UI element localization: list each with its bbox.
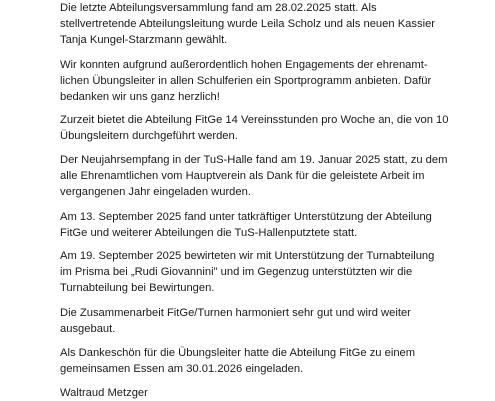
text-line: gemeinsamen Essen am 30.01.2026 eingeladen. bbox=[60, 363, 304, 375]
text-line: Zurzeit bietet die Abteilung FitGe 14 Vereinsstunden pro Woche an, die von 10 bbox=[60, 114, 449, 126]
text-line: Am 13. September 2025 fand unter tatkräftiger Unterstützung der Abteilung bbox=[60, 211, 432, 223]
paragraph-zusammenarbeit bbox=[60, 305, 480, 337]
text-line: Die Zusammenarbeit FitGe/Turnen harmoniert sehr gut und wird weiter bbox=[60, 307, 411, 319]
text-line: im Prisma bei „Rudi Giovannini" und im Gegenzug unterstützten wir die bbox=[60, 266, 413, 278]
paragraph-dankeschoen bbox=[60, 345, 480, 377]
text-line: lichen Übungsleiter in allen Schulferien ein Sportprogramm anbieten. Dafür bbox=[60, 75, 432, 87]
text-line: Wir konnten aufgrund außerordentlich hohen Engagements der ehrenamt- bbox=[60, 59, 428, 71]
paragraph-versammlung bbox=[60, 0, 480, 48]
text-line: alle Ehrenamtlichen vom Hauptverein als Dank für die geleistete Arbeit im bbox=[60, 170, 425, 182]
paragraph-bewirtung bbox=[60, 248, 480, 296]
text-line: bedanken wir uns ganz herzlich! bbox=[60, 91, 220, 103]
signature-name bbox=[60, 385, 480, 401]
text-line: Turnabteilung bei Bewirtungen. bbox=[60, 282, 215, 294]
text-line: Tanja Kungel-Starzmann gewählt. bbox=[60, 34, 228, 46]
paragraph-engagement bbox=[60, 57, 480, 105]
text-line: FitGe und weiterer Abteilungen die TuS-Hallenputztete statt. bbox=[60, 227, 358, 239]
text-line: Als Dankeschön für die Übungsleiter hatte die Abteilung FitGe zu einem bbox=[60, 347, 416, 359]
text-line: vergangenen Jahr eingeladen wurden. bbox=[60, 186, 251, 198]
paragraph-hallenputztete bbox=[60, 209, 480, 241]
text-line: Die letzte Abteilungsversammlung fand am 28.02.2025 statt. Als bbox=[60, 2, 377, 14]
text-line: Übungsleitern durchgeführt werden. bbox=[60, 130, 238, 142]
text-line: Am 19. September 2025 bewirteten wir mit Unterstützung der Turnabteilung bbox=[60, 250, 435, 262]
text-line: ausgebaut. bbox=[60, 323, 116, 335]
text-line: Waltraud Metzger bbox=[60, 387, 148, 399]
paragraph-neujahrsempfang bbox=[60, 152, 480, 200]
text-line: stellvertretende Abteilungsleitung wurde Leila Scholz und als neuen Kassier bbox=[60, 18, 436, 30]
paragraph-vereinsstunden bbox=[60, 112, 480, 144]
text-line: Der Neujahrsempfang in der TuS-Halle fand am 19. Januar 2025 statt, zu dem bbox=[60, 154, 448, 166]
